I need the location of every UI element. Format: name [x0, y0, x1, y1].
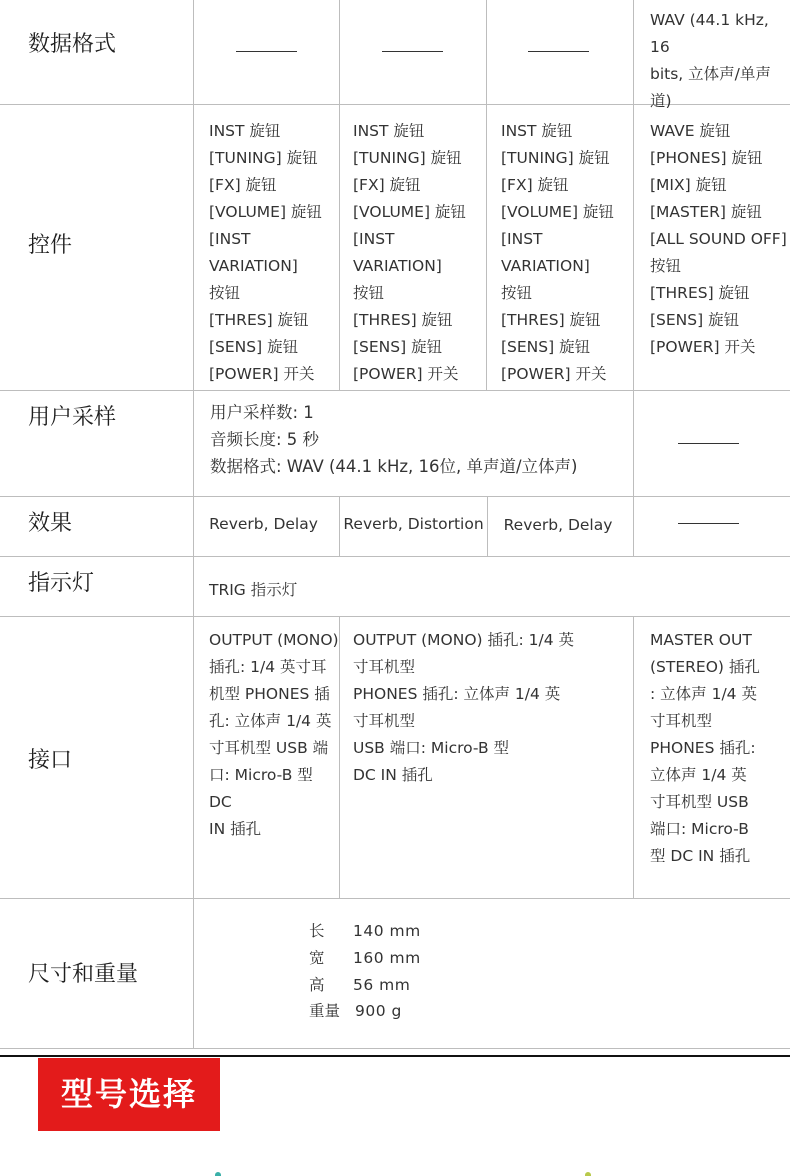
row-divider: [0, 390, 790, 391]
dimension-value: 160 mm: [353, 949, 421, 967]
column-divider: [339, 616, 340, 898]
data-format-col4: WAV (44.1 kHz, 16 bits, 立体声/单声 道): [650, 11, 771, 110]
row-label-data-format: 数据格式: [28, 32, 117, 57]
column-divider: [633, 616, 634, 898]
effects-col2: Reverb, Distortion: [343, 515, 484, 533]
interface-col4: MASTER OUT (STEREO) 插孔 : 立体声 1/4 英 寸耳机型 PHONES 插孔: 立体声 1/4 英 寸耳机型 USB 端口: Micro-B 型 DC IN 插孔: [650, 631, 760, 865]
dimension-key: 长: [309, 922, 325, 940]
controls-col2: INST 旋钮 [TUNING] 旋钮 [FX] 旋钮 [VOLUME] 旋钮 [INST VARIATION] 按钮 [THRES] 旋钮 [SENS] 旋钮 [POWER] 开关: [353, 122, 466, 383]
empty-value-dash: [678, 443, 739, 444]
column-divider: [486, 0, 487, 390]
empty-value-dash: [678, 523, 739, 524]
row-label-indicator: 指示灯: [28, 571, 95, 596]
row-label-dimensions: 尺寸和重量: [28, 962, 139, 987]
dimension-value: 140 mm: [353, 922, 421, 940]
controls-col4: WAVE 旋钮 [PHONES] 旋钮 [MIX] 旋钮 [MASTER] 旋钮 [ALL SOUND OFF] 按钮 [THRES] 旋钮 [SENS] 旋钮 [POWER] 开关: [650, 122, 787, 356]
controls-col1: INST 旋钮 [TUNING] 旋钮 [FX] 旋钮 [VOLUME] 旋钮 [INST VARIATION] 按钮 [THRES] 旋钮 [SENS] 旋钮 [POWER] 开关: [209, 122, 322, 383]
row-divider: [0, 496, 790, 497]
section-divider: [0, 1055, 790, 1057]
row-divider: [0, 616, 790, 617]
user-sample-spec: 用户采样数: 1 音频长度: 5 秒 数据格式: WAV (44.1 kHz, 16位, 单声道/立体声): [210, 403, 578, 476]
dimension-value: 900 g: [355, 1002, 402, 1020]
column-divider: [339, 0, 340, 390]
empty-value-dash: [382, 51, 443, 52]
interface-col23: OUTPUT (MONO) 插孔: 1/4 英 寸耳机型 PHONES 插孔: 立体声 1/4 英 寸耳机型 USB 端口: Micro-B 型 DC IN 插孔: [353, 631, 575, 784]
row-label-effects: 效果: [28, 511, 73, 536]
effects-col1: Reverb, Delay: [209, 515, 318, 533]
dimension-key: 重量: [309, 1002, 341, 1020]
row-divider: [0, 556, 790, 557]
row-label-interface: 接口: [28, 748, 73, 773]
controls-col3: INST 旋钮 [TUNING] 旋钮 [FX] 旋钮 [VOLUME] 旋钮 [INST VARIATION] 按钮 [THRES] 旋钮 [SENS] 旋钮 [POWER] 开关: [501, 122, 614, 383]
row-label-user-sample: 用户采样: [28, 405, 117, 430]
row-divider: [0, 898, 790, 899]
dimension-value: 56 mm: [353, 976, 411, 994]
dimension-key: 宽: [309, 949, 325, 967]
decorative-dot: [215, 1172, 221, 1176]
column-divider: [633, 0, 634, 556]
indicator-value: TRIG 指示灯: [209, 581, 298, 599]
empty-value-dash: [236, 51, 297, 52]
decorative-dot: [585, 1172, 591, 1176]
row-divider: [0, 1048, 790, 1049]
interface-col1: OUTPUT (MONO) 插孔: 1/4 英寸耳 机型 PHONES 插 孔: 立体声 1/4 英 寸耳机型 USB 端 口: Micro-B 型 DC IN 插孔: [209, 631, 339, 838]
dimension-key: 高: [309, 976, 325, 994]
empty-value-dash: [528, 51, 589, 52]
effects-col3: Reverb, Delay: [503, 516, 613, 534]
row-label-controls: 控件: [28, 233, 73, 258]
section-banner-model-selection: 型号选择: [38, 1058, 220, 1131]
